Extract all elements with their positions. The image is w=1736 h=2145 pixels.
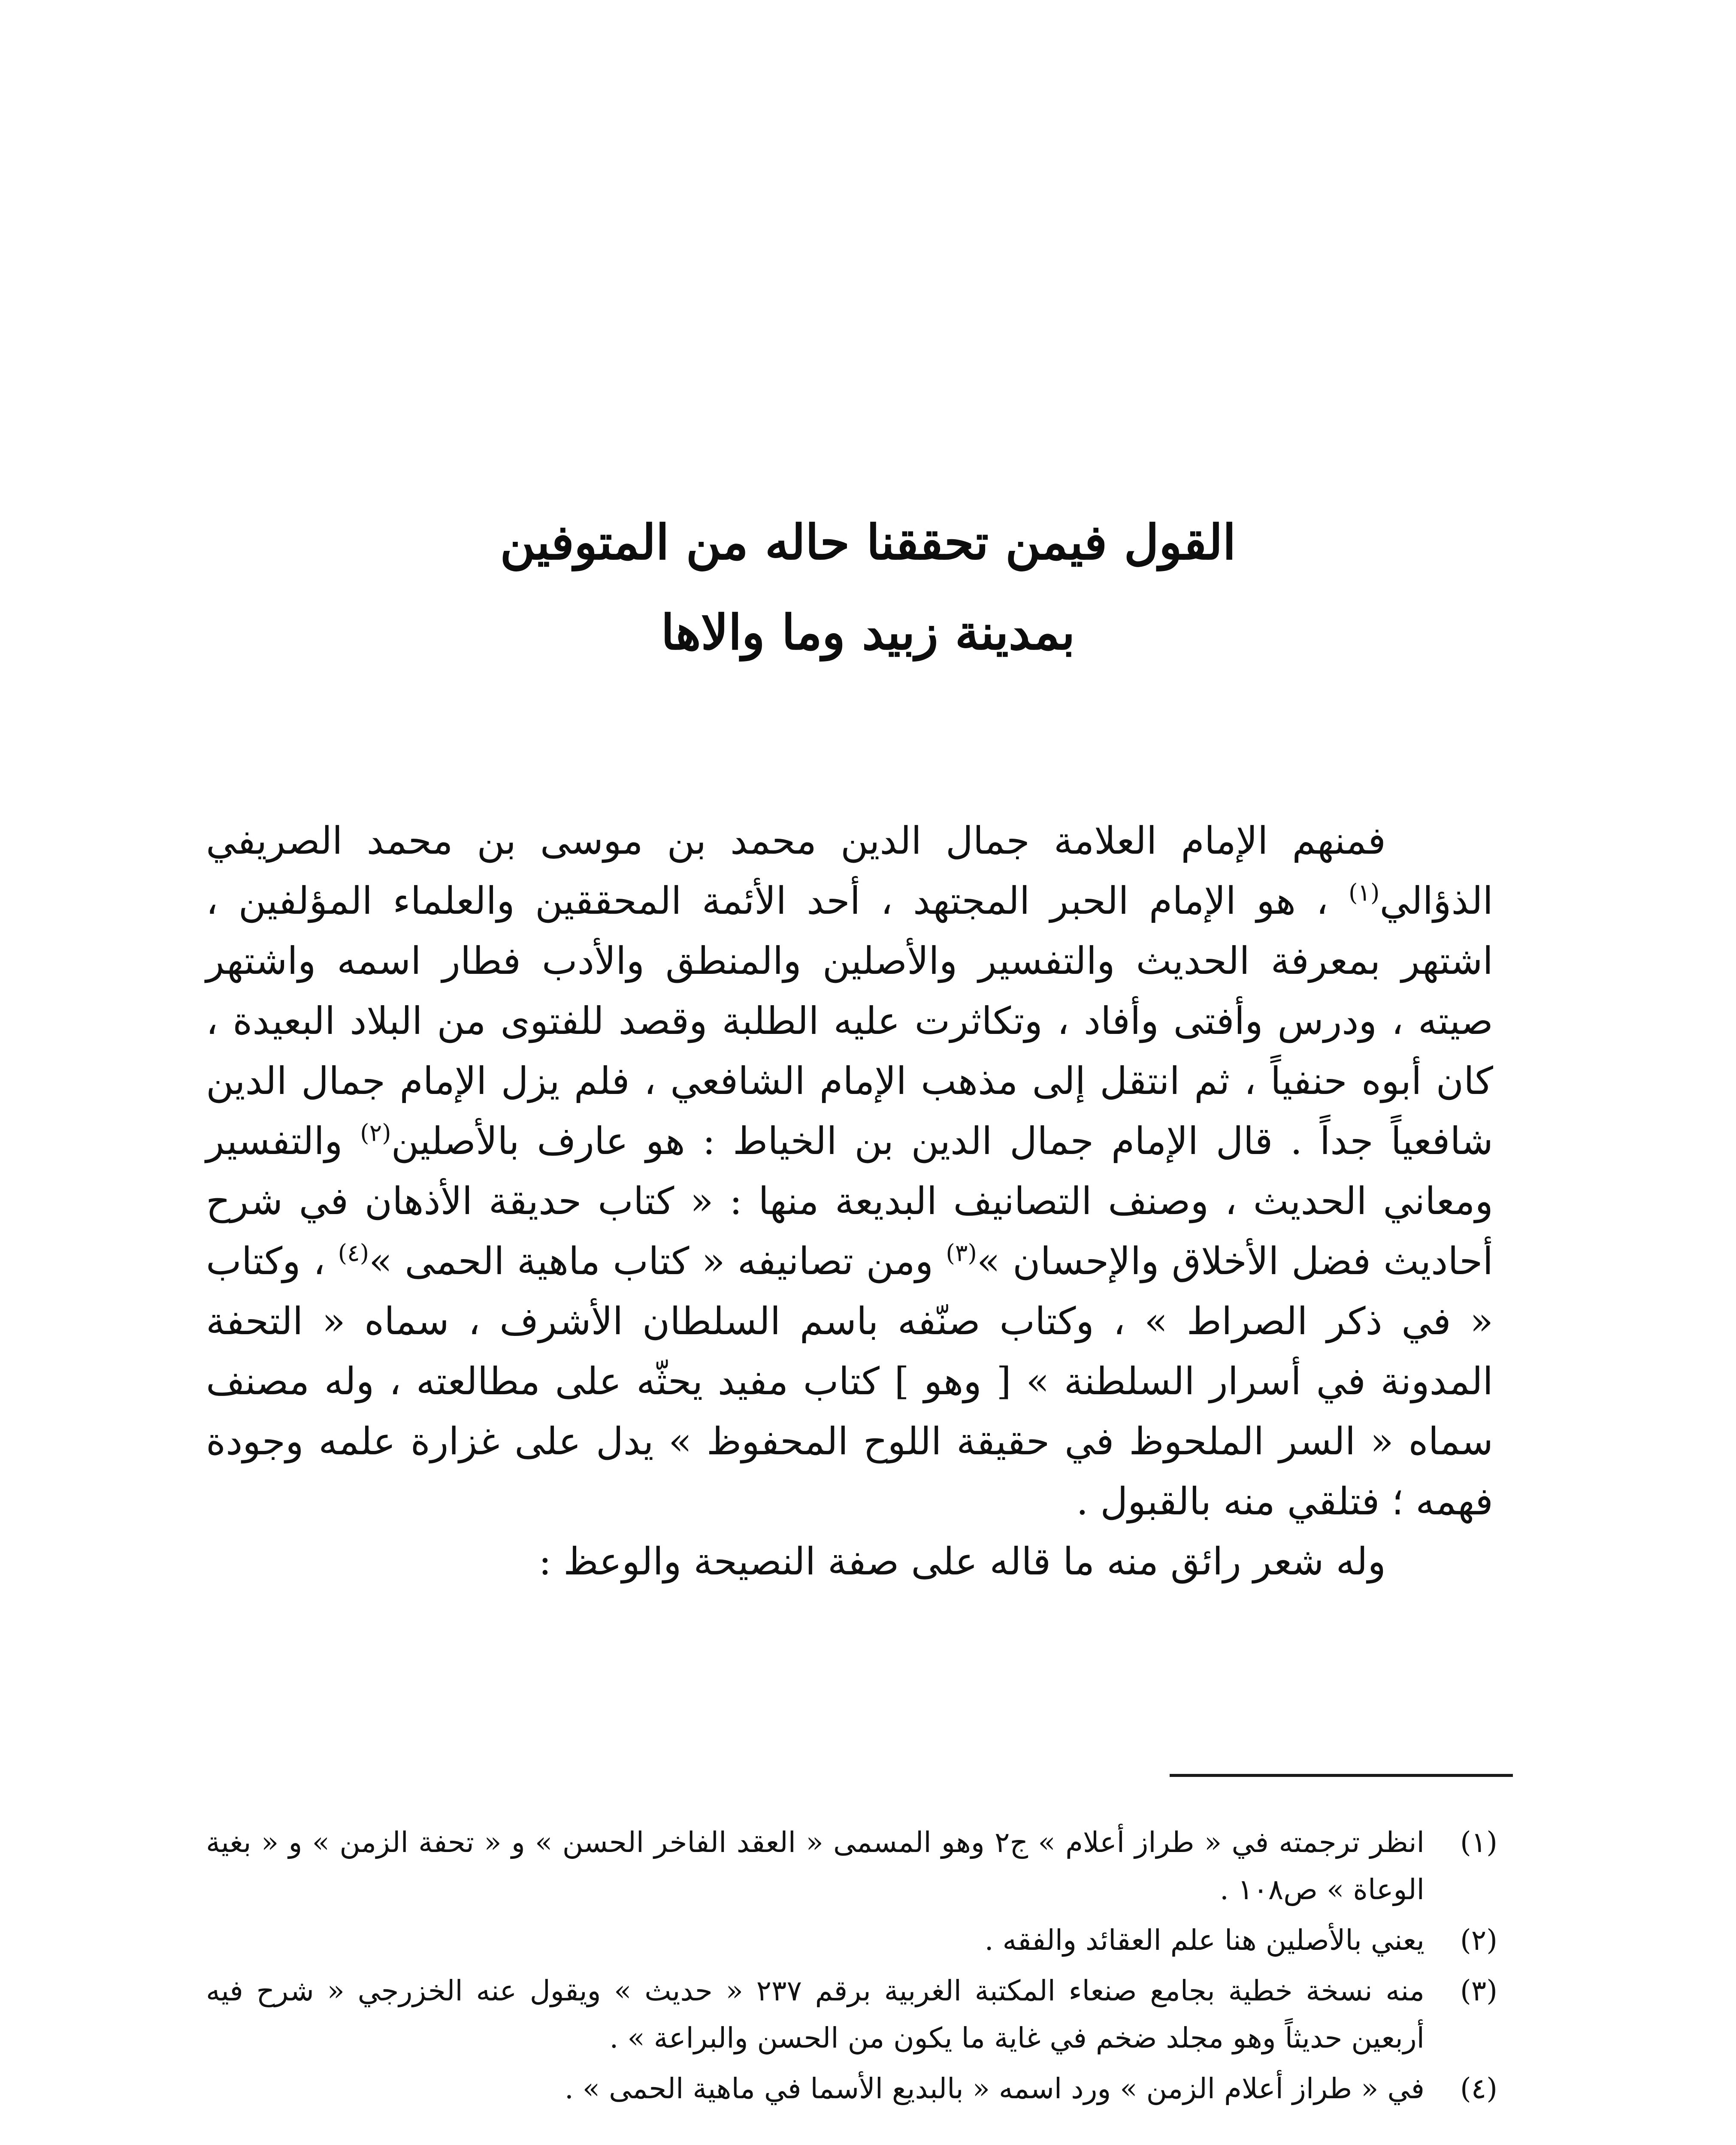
footnote [206, 1819, 1497, 1913]
footnote-number: (١) [1460, 1826, 1497, 1859]
footnote-separator [1170, 1774, 1513, 1777]
footnote-number: (٣) [1460, 1974, 1497, 2007]
footnote-number: (٤) [1460, 2072, 1497, 2105]
footnote-ref: (١) [1348, 879, 1380, 906]
chapter-heading-line-2: بمدينة زبيد وما والاها [661, 604, 1075, 661]
poetry-intro-paragraph: وله شعر رائق منه ما قاله على صفة النصيحة والوعظ : [538, 1539, 1386, 1583]
paragraph-text: ، هو الإمام الحبر المجتهد ، أحد الأئمة المحققين والعلماء المؤلفين ، اشتهر بمعرفة الحديث والتفسير والأصلين والمنطق والأدب فطار اسمه واشتهر صيته ، ودرس وأفتى وأفاد ، وتكاثرت عليه الطلبة وقصد للفتوى من البلاد البعيدة ، كان أبوه حنفياً ، ثم انتقل إلى مذهب الإمام الشافعي ، فلم يزل الإمام جمال الدين شافعياً جداً . قال الإمام جمال الدين بن الخياط : هو عارف بالأصلين [206, 879, 1493, 1163]
footnote [206, 1967, 1497, 2062]
footnotes [206, 1819, 1497, 2116]
paragraph-text: والتفسير ومعاني الحديث ، وصنف التصانيف البديعة منها : « كتاب حديقة الأذهان في شرح أحاديث فضل الأخلاق والإحسان » [206, 1119, 1494, 1283]
footnote-number: (٢) [1460, 1924, 1497, 1957]
chapter-heading-line-1: القول فيمن تحققنا حاله من المتوفين [500, 514, 1236, 571]
footnote-ref: (٢) [360, 1119, 391, 1147]
footnote-ref: (٤) [338, 1239, 369, 1267]
footnote-text: يعني بالأصلين هنا علم العقائد والفقه . [984, 1924, 1424, 1957]
paragraph-text: فمنهم الإمام العلامة جمال الدين محمد بن موسى بن محمد الصريفي الذؤالي [206, 819, 1493, 923]
footnote-text: منه نسخة خطية بجامع صنعاء المكتبة الغربية برقم ٢٣٧ « حديث » ويقول عنه الخزرجي « شرح فيه أربعين حديثاً وهو مجلد ضخم في غاية ما يكون من الحسن والبراعة » . [206, 1974, 1424, 2054]
footnote-text: في « طراز أعلام الزمن » ورد اسمه « بالبديع الأسما في ماهية الحمى » . [564, 2072, 1424, 2105]
footnote-text: انظر ترجمته في « طراز أعلام » ج٢ وهو المسمى « العقد الفاخر الحسن » و « تحفة الزمن » و « بغية الوعاة » ص١٠٨ . [206, 1826, 1425, 1906]
footnote-ref: (٣) [946, 1239, 977, 1267]
footnote [206, 2065, 1497, 2112]
biography-paragraph [206, 811, 1493, 1532]
paragraph-text: ومن تصانيفه « كتاب ماهية الحمى » [369, 1239, 946, 1283]
paragraph-text: ، وكتاب « في ذكر الصراط » ، وكتاب صنّفه باسم السلطان الأشرف ، سماه « التحفة المدونة في أسرار السلطنة » [ وهو ] كتاب مفيد يحثّه على مطالعته ، وله مصنف سماه « السر الملحوظ في حقيقة اللوح المحفوظ » يدل على غزارة علمه وجودة فهمه ؛ فتلقي منه بالقبول . [206, 1239, 1493, 1523]
footnote [206, 1917, 1497, 1964]
main-text [206, 811, 1493, 1592]
